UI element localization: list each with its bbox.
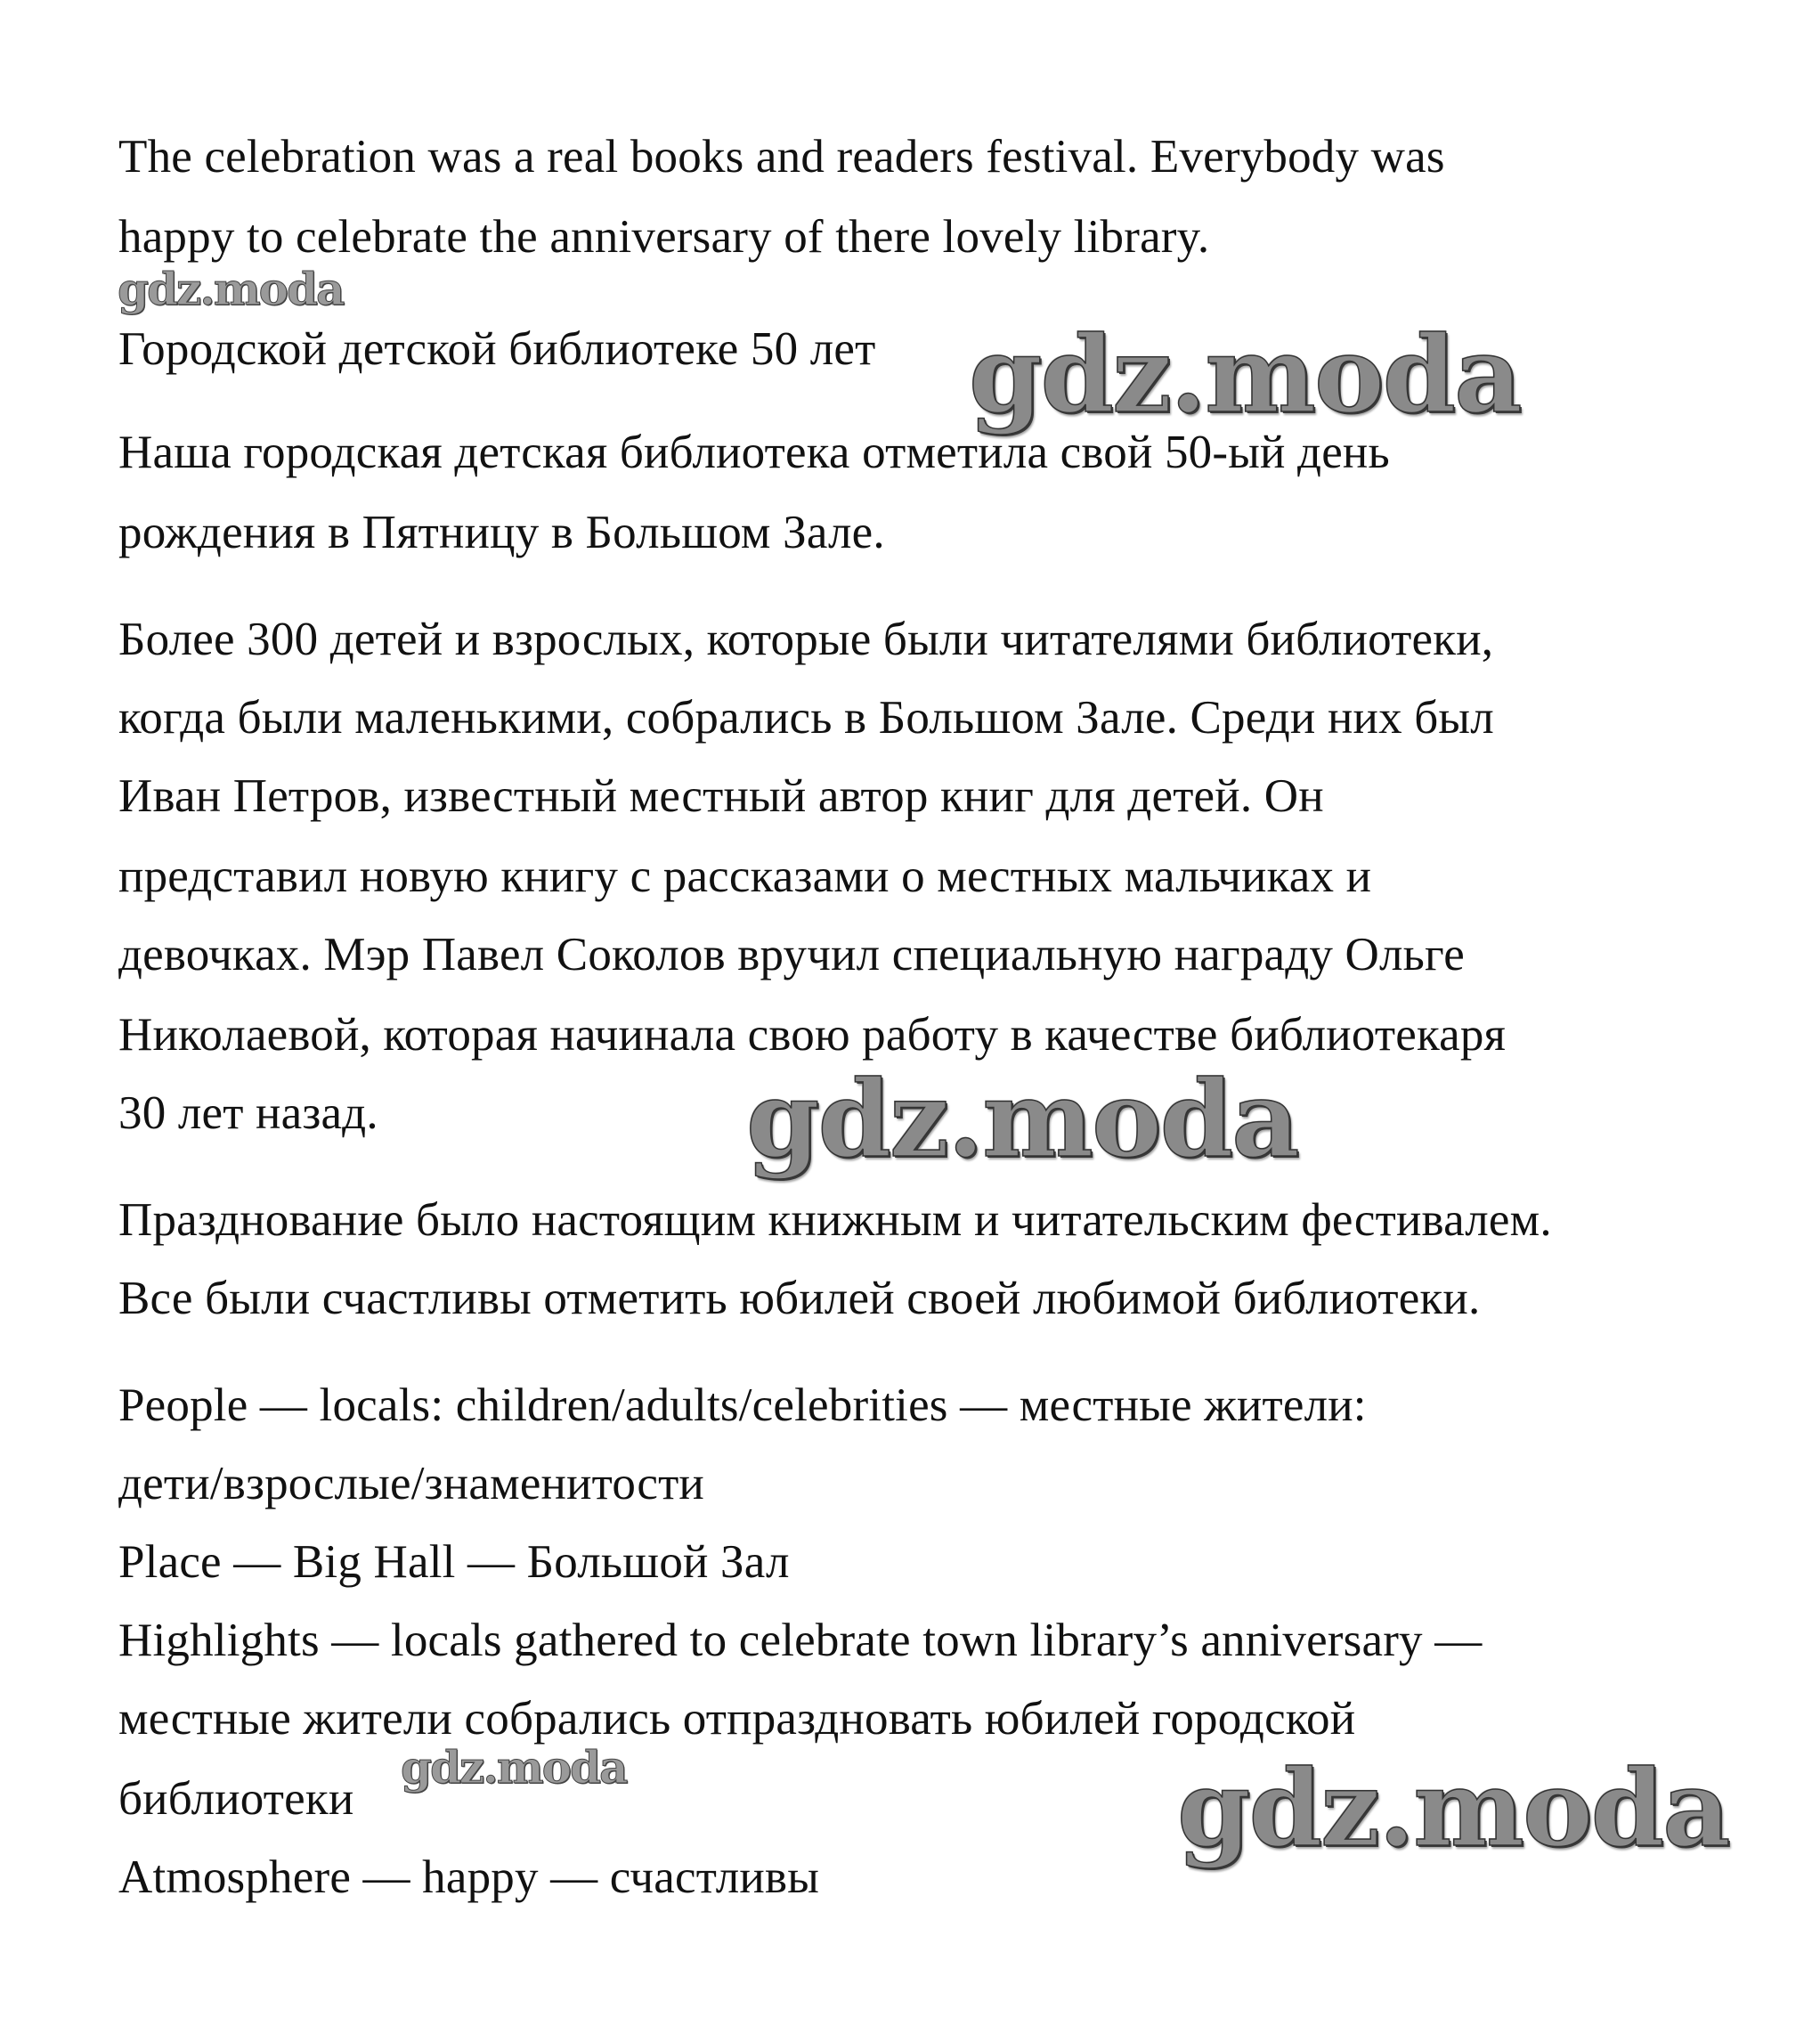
text-line: Иван Петров, известный местный автор книг для детей. Он: [118, 770, 1324, 822]
watermark-logo: gdz.moda: [118, 263, 344, 315]
text-line: Все были счастливы отметить юбилей своей любимой библиотеки.: [118, 1273, 1481, 1324]
text-line: Николаевой, которая начинала свою работу в качестве библиотекаря: [118, 1009, 1507, 1061]
text-line: дети/взрослые/знаменитости: [118, 1458, 704, 1509]
text-line: Atmosphere — happy — счастливы: [118, 1851, 820, 1903]
watermark-logo: gdz.moda: [969, 313, 1521, 436]
watermark-logo: gdz.moda: [401, 1741, 627, 1794]
text-line: Place — Big Hall — Большой Зал: [118, 1536, 790, 1588]
text-line: Более 300 детей и взрослых, которые были читателями библиотеки,: [118, 614, 1494, 665]
text-line: The celebration was a real books and readers festival. Everybody was: [118, 131, 1445, 183]
text-line: представил новую книгу с рассказами о местных мальчиках и: [118, 850, 1372, 902]
text-line: рождения в Пятницу в Большом Зале.: [118, 507, 885, 558]
text-line: Наша городская детская библиотека отметила свой 50-ый день: [118, 427, 1390, 478]
text-line: когда были маленькими, собрались в Большом Зале. Среди них был: [118, 692, 1494, 744]
text-line: People — locals: children/adults/celebrities — местные жители:: [118, 1379, 1367, 1431]
text-line: библиотеки: [118, 1773, 354, 1825]
text-line: Празднование было настоящим книжным и читательским фестивалем.: [118, 1194, 1552, 1246]
text-line: местные жители собрались отпраздновать юбилей городской: [118, 1693, 1356, 1745]
text-line: happy to celebrate the anniversary of there lovely library.: [118, 211, 1210, 263]
article-title: Городской детской библиотеке 50 лет: [118, 323, 876, 375]
text-line: 30 лет назад.: [118, 1087, 378, 1139]
text-line: Highlights — locals gathered to celebrate town library’s anniversary —: [118, 1615, 1483, 1666]
text-line: девочках. Мэр Павел Соколов вручил специальную награду Ольге: [118, 929, 1466, 980]
watermark-logo: gdz.moda: [1177, 1746, 1729, 1870]
watermark-logo: gdz.moda: [746, 1057, 1298, 1181]
